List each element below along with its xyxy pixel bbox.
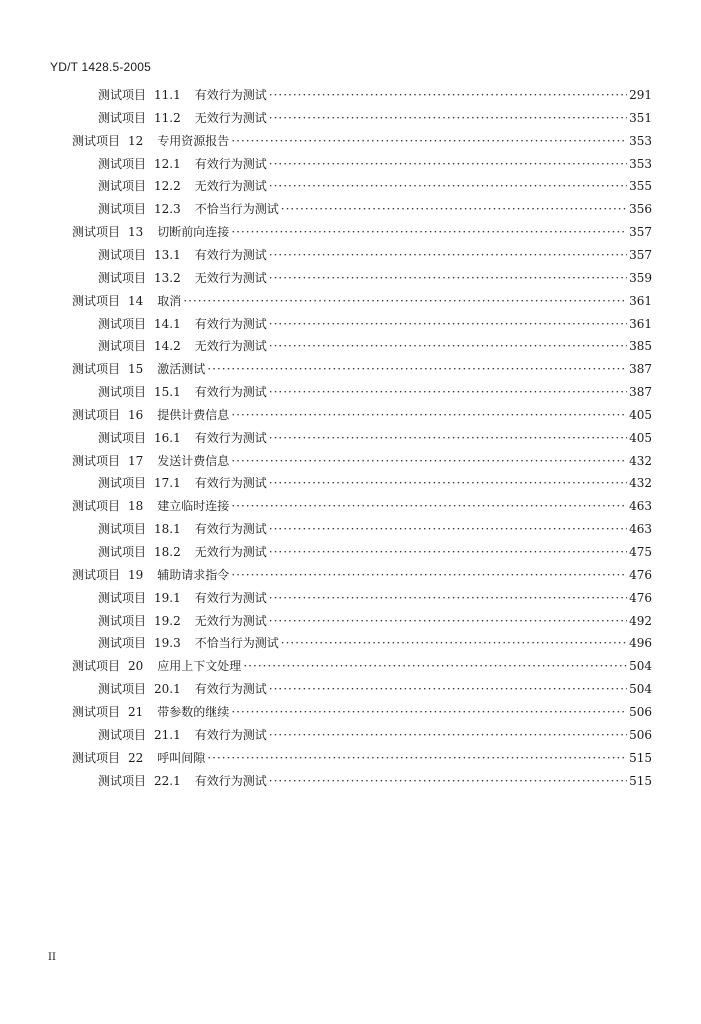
toc-leader-dots xyxy=(281,636,627,650)
toc-entry-number: 13.1 xyxy=(154,247,181,262)
toc-entry-title: 有效行为测试 xyxy=(194,476,267,491)
toc-entry-label: 测试项目 xyxy=(98,179,147,194)
toc-entry-title: 有效行为测试 xyxy=(194,316,267,331)
toc-entry-page: 463 xyxy=(629,522,652,537)
toc-entry xyxy=(98,109,652,129)
toc-leader-dots xyxy=(231,134,627,148)
toc-entry-page: 506 xyxy=(629,704,652,719)
toc-entry-number: 18.2 xyxy=(154,545,181,559)
toc-entry-title: 发送计费信息 xyxy=(157,453,230,468)
toc-entry-page: 504 xyxy=(629,659,652,674)
toc-entry-label: 测试项目 xyxy=(72,567,121,582)
toc-entry-page: 476 xyxy=(629,567,652,582)
toc-entry xyxy=(98,200,652,220)
toc-entry xyxy=(98,520,652,540)
toc-entry xyxy=(98,337,652,357)
toc-entry-page: 475 xyxy=(629,545,652,559)
toc-entry-page: 405 xyxy=(629,407,652,422)
toc-leader-dots xyxy=(269,591,627,605)
toc-entry xyxy=(98,155,652,175)
toc-entry-number: 11.2 xyxy=(154,110,181,125)
toc-entry-number: 11.1 xyxy=(154,88,181,102)
toc-entry-label: 测试项目 xyxy=(98,247,147,262)
toc-leader-dots xyxy=(183,294,627,308)
toc-entry xyxy=(98,474,652,494)
toc-entry-page: 355 xyxy=(629,179,652,194)
toc-entry-number: 12 xyxy=(128,133,144,148)
toc-entry-label: 测试项目 xyxy=(72,293,121,308)
toc-entry-number: 16.1 xyxy=(154,430,181,445)
toc-entry-number: 16 xyxy=(128,407,144,422)
toc-entry-number: 12.2 xyxy=(154,179,181,194)
toc-leader-dots xyxy=(231,705,627,719)
toc-entry xyxy=(98,429,652,449)
toc-entry-number: 22 xyxy=(128,750,144,765)
toc-entry-title: 有效行为测试 xyxy=(194,682,267,697)
toc-leader-dots xyxy=(269,179,627,193)
toc-entry-number: 22.1 xyxy=(154,773,181,788)
toc-leader-dots xyxy=(207,751,627,765)
toc-entry-label: 测试项目 xyxy=(98,110,147,125)
toc-entry xyxy=(98,269,652,289)
toc-entry xyxy=(98,383,652,403)
toc-entry xyxy=(98,86,652,106)
toc-entry xyxy=(72,132,652,152)
toc-entry-title: 有效行为测试 xyxy=(194,156,267,171)
toc-entry-number: 21 xyxy=(128,704,144,719)
toc-leader-dots xyxy=(231,225,627,239)
toc-entry-number: 17.1 xyxy=(154,476,181,491)
toc-entry xyxy=(98,634,652,654)
toc-entry xyxy=(72,292,652,312)
toc-entry-page: 496 xyxy=(629,636,652,651)
toc-leader-dots xyxy=(269,111,627,125)
toc-leader-dots xyxy=(231,568,627,582)
toc-entry-number: 14.2 xyxy=(154,339,181,354)
toc-entry xyxy=(98,589,652,609)
toc-entry-label: 测试项目 xyxy=(98,430,147,445)
toc-entry-page: 357 xyxy=(629,225,652,240)
toc-entry-label: 测试项目 xyxy=(98,545,147,559)
toc-entry-title: 带参数的继续 xyxy=(157,704,230,719)
toc-entry-label: 测试项目 xyxy=(98,202,147,217)
toc-leader-dots xyxy=(207,362,627,376)
toc-entry-number: 19.2 xyxy=(154,613,181,628)
toc-entry-page: 476 xyxy=(629,590,652,605)
toc-entry-page: 353 xyxy=(629,133,652,148)
toc-entry-number: 12.1 xyxy=(154,156,181,171)
toc-entry-number: 13.2 xyxy=(154,270,181,285)
toc-entry xyxy=(98,543,652,563)
toc-entry xyxy=(98,726,652,746)
toc-entry-label: 测试项目 xyxy=(98,682,147,697)
toc-leader-dots xyxy=(231,408,627,422)
toc-entry-number: 20.1 xyxy=(154,682,181,697)
toc-entry-label: 测试项目 xyxy=(72,704,121,719)
toc-entry-page: 361 xyxy=(629,293,652,308)
toc-entry-page: 359 xyxy=(629,270,652,285)
toc-leader-dots xyxy=(269,522,627,536)
toc-entry-label: 测试项目 xyxy=(72,225,121,240)
toc-entry-number: 17 xyxy=(128,453,144,468)
toc-entry-title: 切断前向连接 xyxy=(157,225,230,240)
toc-entry-title: 建立临时连接 xyxy=(157,499,230,514)
toc-entry xyxy=(72,566,652,586)
toc-entry xyxy=(72,749,652,769)
toc-entry-title: 有效行为测试 xyxy=(194,88,267,102)
toc-entry-title: 有效行为测试 xyxy=(194,247,267,262)
toc-entry xyxy=(98,177,652,197)
toc-leader-dots xyxy=(269,248,627,262)
toc-entry-title: 激活测试 xyxy=(157,362,206,377)
toc-entry-page: 463 xyxy=(629,499,652,514)
toc-entry-number: 21.1 xyxy=(154,727,181,742)
toc-entry-label: 测试项目 xyxy=(98,88,147,102)
toc-entry-page: 356 xyxy=(629,202,652,217)
toc-entry-title: 专用资源报告 xyxy=(157,133,230,148)
toc-entry-label: 测试项目 xyxy=(98,636,147,651)
toc-entry-page: 515 xyxy=(629,750,652,765)
toc-entry-title: 有效行为测试 xyxy=(194,522,267,537)
toc-entry xyxy=(72,223,652,243)
toc-entry-page: 357 xyxy=(629,247,652,262)
toc-entry-label: 测试项目 xyxy=(98,316,147,331)
toc-entry-page: 385 xyxy=(629,339,652,354)
toc-leader-dots xyxy=(269,728,627,742)
toc-entry-page: 515 xyxy=(629,773,652,788)
toc-entry-page: 432 xyxy=(629,453,652,468)
toc-entry-label: 测试项目 xyxy=(98,727,147,742)
toc-leader-dots xyxy=(231,454,627,468)
toc-entry-label: 测试项目 xyxy=(72,499,121,514)
toc-entry-label: 测试项目 xyxy=(72,659,121,674)
toc-entry-page: 351 xyxy=(629,110,652,125)
toc-entry-label: 测试项目 xyxy=(98,339,147,354)
toc-leader-dots xyxy=(269,385,627,399)
toc-entry-title: 无效行为测试 xyxy=(194,110,267,125)
toc-leader-dots xyxy=(269,271,627,285)
toc-entry-number: 14 xyxy=(128,293,144,308)
toc-entry xyxy=(72,497,652,517)
toc-leader-dots xyxy=(269,339,627,353)
toc-entry-number: 20 xyxy=(128,659,144,674)
toc-entry-title: 无效行为测试 xyxy=(194,545,267,559)
toc-entry-label: 测试项目 xyxy=(72,362,121,377)
toc-entry-label: 测试项目 xyxy=(72,133,121,148)
toc-entry xyxy=(72,452,652,472)
toc-entry xyxy=(98,246,652,266)
toc-entry-number: 14.1 xyxy=(154,316,181,331)
toc-entry-title: 无效行为测试 xyxy=(194,179,267,194)
toc-entry-title: 无效行为测试 xyxy=(194,270,267,285)
toc-entry-page: 405 xyxy=(629,430,652,445)
toc-leader-dots xyxy=(269,88,627,102)
toc-entry xyxy=(72,406,652,426)
toc-entry-number: 18.1 xyxy=(154,522,181,537)
toc-entry-title: 取消 xyxy=(157,293,182,308)
toc-entry-page: 432 xyxy=(629,476,652,491)
toc-entry xyxy=(72,657,652,677)
toc-entry-label: 测试项目 xyxy=(98,270,147,285)
toc-entry-number: 19 xyxy=(128,567,144,582)
toc-entry-title: 有效行为测试 xyxy=(194,430,267,445)
toc-entry-label: 测试项目 xyxy=(72,750,121,765)
toc-entry-title: 有效行为测试 xyxy=(194,773,267,788)
toc-leader-dots xyxy=(269,431,627,445)
toc-leader-dots xyxy=(281,202,627,216)
toc-entry-label: 测试项目 xyxy=(98,156,147,171)
toc-entry-title: 应用上下文处理 xyxy=(157,659,242,674)
toc-entry xyxy=(72,360,652,380)
page-number: II xyxy=(48,952,56,963)
toc-entry-page: 361 xyxy=(629,316,652,331)
toc-leader-dots xyxy=(231,499,627,513)
toc-entry-number: 19.3 xyxy=(154,636,181,651)
toc-entry-label: 测试项目 xyxy=(98,613,147,628)
document-id: YD/T 1428.5-2005 xyxy=(50,60,152,74)
toc-entry xyxy=(72,703,652,723)
toc-entry-title: 不恰当行为测试 xyxy=(194,636,279,651)
toc-entry xyxy=(98,772,652,792)
toc-entry-label: 测试项目 xyxy=(98,773,147,788)
toc-entry-label: 测试项目 xyxy=(98,590,147,605)
toc-leader-dots xyxy=(269,476,627,490)
toc-leader-dots xyxy=(269,545,627,559)
toc-entry-number: 18 xyxy=(128,499,144,514)
toc-entry-title: 有效行为测试 xyxy=(194,385,267,400)
toc-entry-page: 504 xyxy=(629,682,652,697)
toc-entry xyxy=(98,315,652,335)
toc-entry-number: 15.1 xyxy=(154,385,181,400)
toc-entry-page: 291 xyxy=(629,88,652,102)
toc-entry-label: 测试项目 xyxy=(98,476,147,491)
toc-entry-title: 提供计费信息 xyxy=(157,407,230,422)
toc-entry-number: 15 xyxy=(128,362,144,377)
toc-entry-label: 测试项目 xyxy=(72,407,121,422)
toc-leader-dots xyxy=(269,614,627,628)
toc-leader-dots xyxy=(269,317,627,331)
toc-entry-title: 辅助请求指令 xyxy=(157,567,230,582)
toc-leader-dots xyxy=(269,157,627,171)
toc-entry-page: 353 xyxy=(629,156,652,171)
toc-leader-dots xyxy=(243,659,627,673)
toc-leader-dots xyxy=(269,682,627,696)
toc-entry-title: 有效行为测试 xyxy=(194,727,267,742)
toc-entry-page: 387 xyxy=(629,362,652,377)
toc-entry-page: 492 xyxy=(629,613,652,628)
toc-entry-label: 测试项目 xyxy=(98,522,147,537)
toc-entry-label: 测试项目 xyxy=(98,385,147,400)
toc-entry-label: 测试项目 xyxy=(72,453,121,468)
toc-entry-title: 呼叫间隙 xyxy=(157,750,206,765)
toc-entry-number: 13 xyxy=(128,225,144,240)
toc-entry xyxy=(98,680,652,700)
toc-entry-title: 有效行为测试 xyxy=(194,590,267,605)
toc-entry-number: 19.1 xyxy=(154,590,181,605)
toc-entry-page: 506 xyxy=(629,727,652,742)
toc-entry-title: 不恰当行为测试 xyxy=(194,202,279,217)
toc-entry xyxy=(98,612,652,632)
toc-entry-page: 387 xyxy=(629,385,652,400)
toc-leader-dots xyxy=(269,774,627,788)
toc-entry-title: 无效行为测试 xyxy=(194,339,267,354)
toc-entry-number: 12.3 xyxy=(154,202,181,217)
toc-entry-title: 无效行为测试 xyxy=(194,613,267,628)
